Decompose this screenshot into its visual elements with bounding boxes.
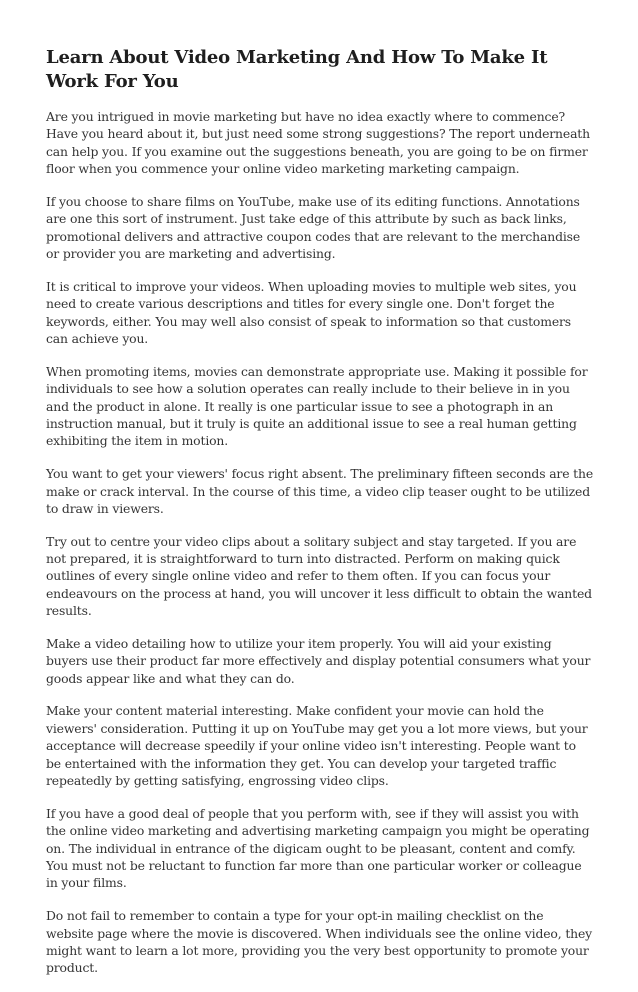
document-title: Learn About Video Marketing And How To Make It Work For You [46, 47, 548, 92]
paragraph-5: You want to get your viewers' focus right absent. The preliminary fifteen seconds are the make or crack interval. In the course of this time, a video clip teaser ought to be utilized to draw in viewers. [46, 466, 594, 516]
paragraph-8: Make your content material interesting. Make confident your movie can hold the viewers' consideration. Putting it up on YouTube may get you a lot more views, but your acceptance will decrease speedily if your online video isn't interesting. People want to be entertained with the information they get. You can develop your targeted traffic repeatedly by getting satisfying, engrossing video clips. [46, 703, 588, 789]
paragraph-3: It is critical to improve your videos. When uploading movies to multiple web sites, you need to create various descriptions and titles for every single one. Don't forget the keywords, either. You may well also consist of speak to information so that customers can achieve you. [46, 278, 577, 347]
paragraph-4: When promoting items, movies can demonstrate appropriate use. Making it possible for individuals to see how a solution operates can really include to their believe in in you and the product in alone. It really is one particular issue to see a photograph in an instruction manual, but it truly is quite an additional issue to see a real human getting exhibiting the item in motion. [46, 363, 588, 449]
paragraph-2: If you choose to share films on YouTube, make use of its editing functions. Annotations are one this sort of instrument. Just take edge of this attribute by such as back links, promotional delivers and attractive coupon codes that are relevant to the merchandise or provider you are marketing and advertising. [46, 193, 581, 262]
paragraph-1: Are you intrigued in movie marketing but have no idea exactly where to commence? Have you heard about it, but just need some strong suggestions? The report underneath can help you. If you examine out the suggestions beneath, you are going to be on firmer floor when you commence your online video marketing marketing campaign. [46, 109, 590, 177]
paragraph-10: Do not fail to remember to contain a type for your opt-in mailing checklist on the website page where the movie is discovered. When individuals see the online video, they might want to learn a lot more, providing you the very best opportunity to promote your product. [46, 908, 593, 976]
document-page [46, 46, 594, 992]
paragraph-6: Try out to centre your video clips about a solitary subject and stay targeted. If you are not prepared, it is straightforward to turn into distracted. Perform on making quick outlines of every single online video and refer to them often. If you can focus your endeavours on the process at hand, you will uncover it less difficult to obtain the wanted results. [46, 533, 592, 619]
paragraph-7: Make a video detailing how to utilize your item properly. You will aid your existing buyers use their product far more effectively and display potential consumers what your goods appear like and what they can do. [46, 635, 591, 686]
paragraph-9: If you have a good deal of people that you perform with, see if they will assist you with the online video marketing and advertising marketing campaign you might be operating on. The individual in entrance of the digicam ought to be pleasant, content and comfy. You must not be reluctant to function far more than one particular worker or colleague in your films. [46, 805, 590, 891]
